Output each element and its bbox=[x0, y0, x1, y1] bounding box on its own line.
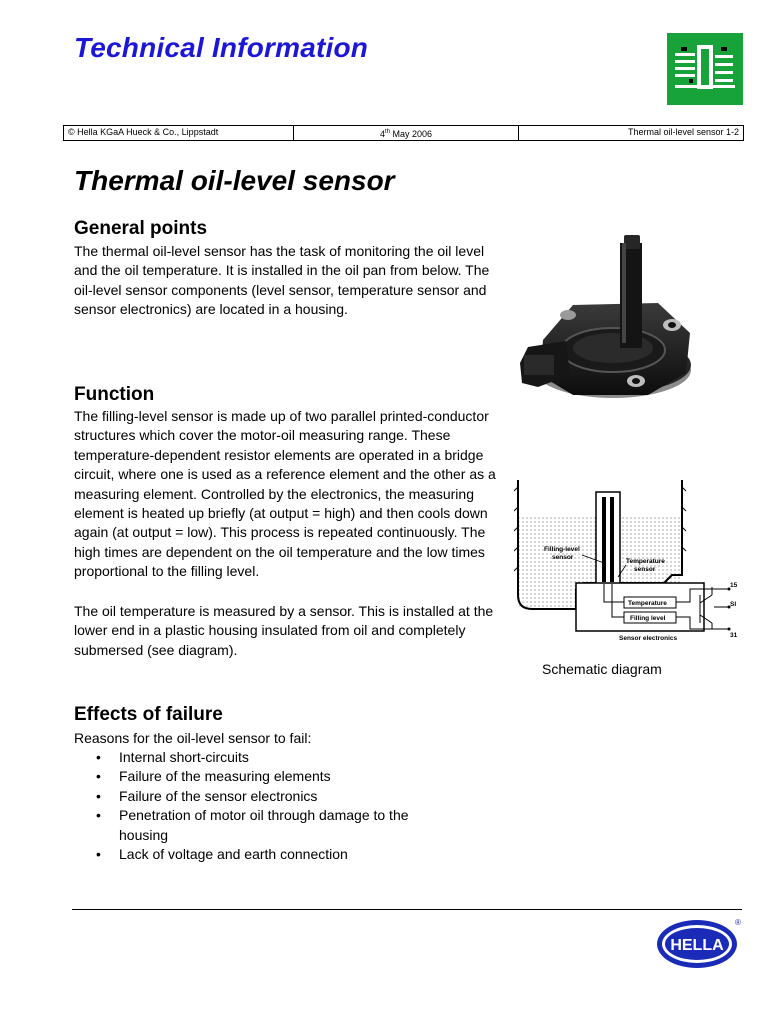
list-item: • Failure of the sensor electronics bbox=[74, 787, 474, 806]
label-temp-sensor-1: Temperature bbox=[626, 558, 665, 565]
function-text-1: The filling-level sensor is made up of two parallel printed-conductor structures which cover the motor-oil measuring range. These temperature-dependent resistor elements are operated in a bridge circuit, where one is used as a reference element and the other as a measuring element. Controlled by the electronics, the measuring element is heated up briefly (at output = high) and then cools down again (at output = low). This process is repeated continuously. The high times are dependent on the oil temperature and the low times proportional to the filling level. bbox=[74, 408, 496, 580]
label-sensor-electronics: Sensor electronics bbox=[619, 635, 678, 642]
hella-logo bbox=[653, 913, 743, 973]
sensor-illustration bbox=[518, 225, 698, 410]
hella-logo-text: HELLA bbox=[670, 937, 724, 954]
footer-divider bbox=[72, 909, 742, 910]
label-filling-sensor-1: Filling-level bbox=[544, 546, 580, 553]
doc-ref-cell: Thermal oil-level sensor 1-2 bbox=[627, 127, 739, 137]
sensor-photo bbox=[518, 225, 698, 410]
box-temperature-label: Temperature bbox=[628, 600, 667, 607]
failure-intro: Reasons for the oil-level sensor to fail: bbox=[74, 730, 312, 746]
date-rest: May 2006 bbox=[390, 129, 433, 139]
date-day: 4 bbox=[379, 129, 385, 139]
failure-reasons-list bbox=[74, 748, 474, 864]
pin-31-label: 31 bbox=[730, 632, 738, 639]
failure-heading: Effects of failure bbox=[74, 704, 223, 725]
function-heading: Function bbox=[74, 384, 155, 405]
pin-signal-label: SI bbox=[730, 601, 737, 608]
company-cell: © Hella KGaA Hueck & Co., Lippstadt bbox=[64, 126, 294, 140]
box-filling-label: Filling level bbox=[630, 615, 666, 622]
label-filling-sensor-2: sensor bbox=[552, 554, 574, 561]
function-text-2: The oil temperature is measured by a sensor. This is installed at the lower end in a plastic housing insulated from oil and completely submersed (see diagram). bbox=[74, 603, 494, 658]
circuit-logo-graphic bbox=[667, 33, 743, 105]
date-suffix: th bbox=[384, 129, 390, 135]
schematic-diagram bbox=[514, 477, 742, 645]
document-heading: Technical Information bbox=[74, 32, 369, 63]
list-item: • Lack of voltage and earth connection bbox=[74, 845, 474, 864]
circuit-logo bbox=[667, 33, 743, 105]
pin-15-label: 15 bbox=[730, 582, 738, 589]
diagram-caption: Schematic diagram bbox=[542, 661, 662, 677]
general-points-heading: General points bbox=[74, 218, 208, 239]
schematic-diagram-graphic bbox=[514, 477, 742, 645]
general-points-text: The thermal oil-level sensor has the task of monitoring the oil level and the oil temperature. It is installed in the oil pan from below. The oil-level sensor components (level sensor, temperature sensor and sensor electronics) are located in a housing. bbox=[74, 243, 490, 318]
date-cell bbox=[294, 126, 519, 140]
list-item: • Failure of the measuring elements bbox=[74, 767, 474, 786]
hella-logo-graphic bbox=[653, 913, 743, 973]
list-item: • Penetration of motor oil through damage to the housing bbox=[74, 806, 459, 845]
list-item: • Internal short-circuits bbox=[74, 748, 474, 767]
header-info-table bbox=[63, 125, 744, 141]
registered-mark: ® bbox=[735, 918, 741, 927]
page-title: Thermal oil-level sensor bbox=[74, 165, 395, 196]
label-temp-sensor-2: sensor bbox=[634, 566, 656, 573]
